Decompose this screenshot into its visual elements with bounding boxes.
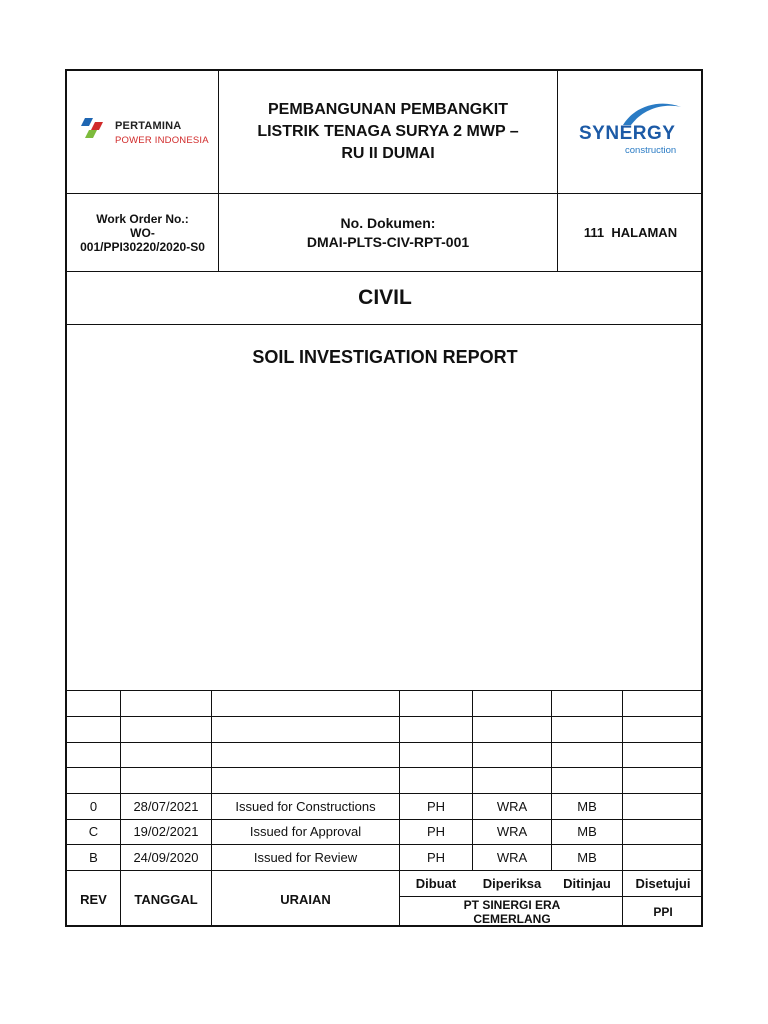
col-header-rev: REV [80,891,107,907]
synergy-logo [567,99,697,169]
rev-code: 0 [89,798,98,814]
rev-code: C [88,824,99,839]
rev-date: 24/09/2020 [133,849,199,865]
rev-prepared-by: PH [426,798,446,814]
rev-approved-by [623,819,703,844]
discipline-title: CIVIL [358,286,412,309]
page-count [558,194,703,271]
rev-description: Issued for Approval [249,824,362,839]
rev-reviewed-by: MB [577,849,597,865]
col-header-prepared: Dibuat [415,876,457,891]
rev-code: B [89,849,98,865]
project-title-line-1: PEMBANGUNAN PEMBANGKIT [268,101,508,118]
project-title [219,71,557,193]
work-order-number-line-2: 001/PPI30220/2020-S0 [80,239,205,254]
document-number-value: DMAI-PLTS-CIV-RPT-001 [306,233,470,250]
pertamina-logo [77,111,212,151]
pertamina-wordmark: PERTAMINA [115,120,182,132]
col-header-description: URAIAN [280,891,331,907]
work-order [67,194,218,271]
col-header-date: TANGGAL [134,891,198,907]
rev-approved-by [623,793,703,819]
rev-checked-by: WRA [496,849,528,865]
work-order-label: Work Order No.: [96,211,189,226]
client-name: PPI [653,905,673,919]
synergy-wordmark: SYNERGY [579,123,676,144]
col-header-reviewed: Ditinjau [563,876,611,891]
rev-date: 19/02/2021 [133,824,199,839]
project-title-line-2: LISTRIK TENAGA SURYA 2 MWP – [257,123,519,140]
rev-checked-by: WRA [496,798,528,814]
rev-reviewed-by: MB [577,824,597,839]
rev-reviewed-by: MB [577,798,597,814]
pertamina-subtitle: POWER INDONESIA [115,135,209,146]
pertamina-emblem-icon [79,116,111,144]
rev-prepared-by: PH [426,824,446,839]
col-header-checked: Diperiksa [482,876,542,891]
synergy-subtitle: construction [625,145,677,156]
rev-description: Issued for Review [253,849,358,865]
work-order-number-line-1: WO- [130,225,155,240]
rev-prepared-by: PH [426,849,446,865]
report-title: SOIL INVESTIGATION REPORT [252,346,518,367]
page-count-value: 111 HALAMAN [583,225,678,240]
col-header-approved: Disetujui [635,876,691,891]
rev-date: 28/07/2021 [133,798,199,814]
company-name: PT SINERGI ERA CEMERLANG [463,898,561,926]
document-number-label: No. Dokumen: [340,214,436,231]
rev-description: Issued for Constructions [235,798,376,814]
document-cover-sheet [65,69,703,927]
rev-approved-by [623,844,703,870]
project-title-line-3: RU II DUMAI [341,145,435,162]
rev-checked-by: WRA [496,824,528,839]
document-number [219,194,557,271]
